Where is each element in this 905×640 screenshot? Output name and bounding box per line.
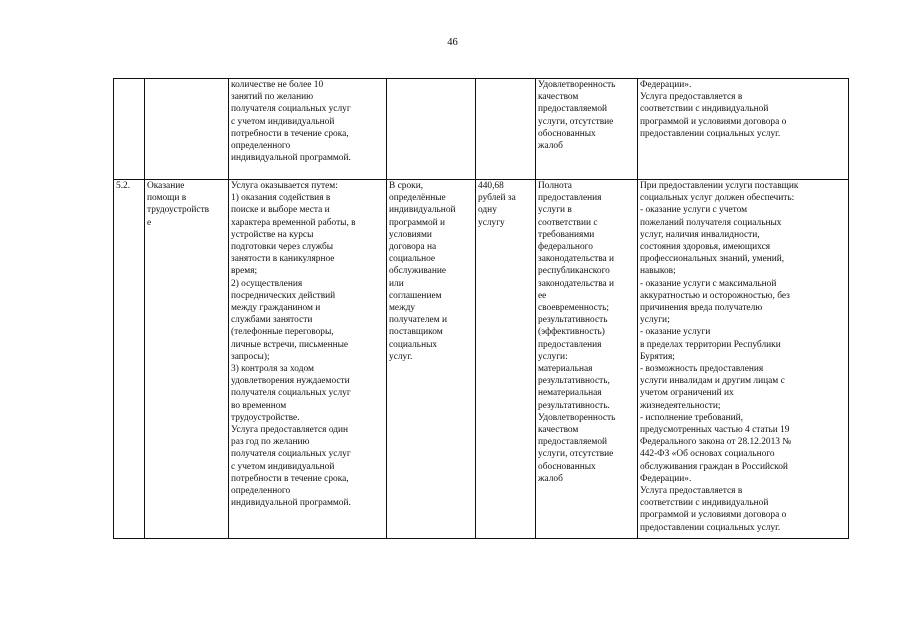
text-line: - оказание услуги <box>640 327 711 338</box>
text-line: Оказание <box>147 181 185 191</box>
text-line: Бурятия; <box>640 351 675 362</box>
text-line: услуг. <box>389 351 413 362</box>
text-line: условиями <box>389 229 432 240</box>
text-line: определённые <box>389 193 446 204</box>
quality-indicators-cell <box>536 180 638 539</box>
service-name-cell <box>145 180 229 539</box>
text-line: между гражданином и <box>231 303 321 314</box>
text-line: услуги инвалидам и другим лицам с <box>640 376 785 387</box>
text-line: в пределах территории Республики <box>640 339 781 350</box>
text-line: с учетом индивидуальной <box>231 116 335 127</box>
text-line: между <box>389 303 416 314</box>
text-line: результативность, <box>538 376 610 387</box>
text-line: (телефонные переговоры, <box>231 327 334 338</box>
text-line: Услуга предоставляется один <box>231 425 349 436</box>
page-number: 46 <box>447 37 458 48</box>
text-line: Федерального закона от 28.12.2013 № <box>640 437 792 448</box>
text-line: услуги: <box>538 351 568 362</box>
text-line: В сроки, <box>389 181 424 191</box>
service-name-cell <box>145 79 229 180</box>
text-line: предоставлении социальных услуг. <box>640 128 781 139</box>
text-line: программой и <box>389 217 446 228</box>
text-line: программой и условиями договора о <box>640 116 787 127</box>
text-line: 440,68 <box>478 181 504 191</box>
text-line: соответствии с <box>538 217 598 228</box>
text-line: требованиями <box>538 229 595 240</box>
text-line: 5.2. <box>116 181 131 191</box>
text-line: обслуживания граждан в Российской <box>640 461 788 472</box>
text-line: соответствии с индивидуальной <box>640 104 769 115</box>
text-line: навыков; <box>640 266 676 277</box>
text-line: личные встречи, письменные <box>231 339 349 350</box>
table-row <box>114 180 849 539</box>
text-line: федерального <box>538 242 593 253</box>
text-line: получателя социальных услуг <box>231 449 351 460</box>
text-line: договора на <box>389 242 437 253</box>
text-line: ее <box>538 290 547 301</box>
text-line: поставщиком <box>389 327 443 338</box>
text-line: 1) оказания содействия в <box>231 193 331 204</box>
quality-indicators-cell <box>536 79 638 180</box>
text-line: время; <box>231 266 258 277</box>
text-line: результативность <box>538 315 608 326</box>
service-terms-cell <box>387 180 476 539</box>
text-line: Услуга предоставляется в <box>640 486 743 497</box>
text-line: программой и условиями договора о <box>640 510 787 521</box>
text-line: материальная <box>538 364 593 375</box>
text-line: 442-ФЗ «Об основах социального <box>640 449 775 460</box>
text-line: раз год по желанию <box>231 437 310 448</box>
text-line: предоставления <box>538 339 602 350</box>
text-line: качеством <box>538 425 579 436</box>
text-line: Федерации». <box>640 80 692 90</box>
text-line: - возможность предоставления <box>640 364 764 375</box>
text-line: запросы); <box>231 351 270 362</box>
text-line: подготовки через службы <box>231 242 334 253</box>
text-line: нематериальная <box>538 388 602 399</box>
text-line: определенного <box>231 141 291 152</box>
text-line: помощи в <box>147 193 187 204</box>
text-line: соответствии с индивидуальной <box>640 498 769 509</box>
text-line: поиске и выборе места и <box>231 205 330 216</box>
text-line: предоставлении социальных услуг. <box>640 522 781 533</box>
text-line: получателя социальных услуг <box>231 104 351 115</box>
text-line: 3) контроля за ходом <box>231 364 314 375</box>
text-line: занятий по желанию <box>231 92 314 103</box>
text-line: своевременность; <box>538 303 609 314</box>
services-table <box>113 78 849 539</box>
text-line: законодательства и <box>538 278 615 289</box>
text-line: характера временной работы, в <box>231 217 356 228</box>
table-row <box>114 79 849 180</box>
text-line: количестве не более 10 <box>231 80 324 90</box>
text-line: определенного <box>231 486 291 497</box>
text-line: получателем и <box>389 315 447 326</box>
service-number-cell <box>114 79 145 180</box>
text-line: посреднических действий <box>231 290 336 301</box>
text-line: устройстве на курсы <box>231 229 314 240</box>
text-line: обоснованных <box>538 128 596 139</box>
text-line: социальное <box>389 254 436 265</box>
text-line: услуг, наличия инвалидности, <box>640 229 760 240</box>
text-line: жизнедеятельности; <box>640 400 721 411</box>
text-line: индивидуальной программой. <box>231 153 351 164</box>
service-terms-cell <box>387 79 476 180</box>
text-line: индивидуальной <box>389 205 456 216</box>
service-conditions-cell <box>638 180 849 539</box>
text-line: - исполнение требований, <box>640 412 743 423</box>
service-conditions-cell <box>638 79 849 180</box>
service-description-cell <box>229 180 387 539</box>
service-price-cell <box>476 180 536 539</box>
text-line: Удовлетворенность <box>538 80 616 90</box>
text-line: рублей за <box>478 193 516 204</box>
text-line: потребности в течение срока, <box>231 128 349 139</box>
text-line: индивидуальной программой. <box>231 498 351 509</box>
text-line: предусмотренных частью 4 статьи 19 <box>640 425 790 436</box>
text-line: аккуратностью и осторожностью, без <box>640 290 790 301</box>
text-line: - оказание услуги с учетом <box>640 205 748 216</box>
text-line: результативность. <box>538 400 610 411</box>
text-line: с учетом индивидуальной <box>231 461 335 472</box>
text-line: службами занятости <box>231 315 313 326</box>
service-description-cell <box>229 79 387 180</box>
text-line: Федерации». <box>640 473 692 484</box>
text-line: Услуга оказывается путем: <box>231 181 338 191</box>
text-line: услуги, отсутствие <box>538 116 614 127</box>
text-line: трудоустройств <box>147 205 210 216</box>
text-line: пожеланий получателя социальных <box>640 217 782 228</box>
text-line: жалоб <box>538 473 563 484</box>
text-line: обоснованных <box>538 461 596 472</box>
text-line: соглашением <box>389 290 442 301</box>
text-line: профессиональных знаний, умений, <box>640 254 785 265</box>
text-line: 2) осуществления <box>231 278 303 289</box>
text-line: законодательства и <box>538 254 615 265</box>
text-line: Удовлетворенность <box>538 412 616 423</box>
text-line: получателя социальных услуг <box>231 388 351 399</box>
text-line: потребности в течение срока, <box>231 473 349 484</box>
text-line: При предоставлении услуги поставщик <box>640 181 799 191</box>
text-line: жалоб <box>538 141 563 152</box>
text-line: социальных услуг должен обеспечить: <box>640 193 795 204</box>
text-line: занятости в каникулярное <box>231 254 335 265</box>
text-line: услуги в <box>538 205 572 216</box>
text-line: предоставляемой <box>538 437 608 448</box>
text-line: е <box>147 217 152 228</box>
text-line: во временном <box>231 400 287 411</box>
text-line: республиканского <box>538 266 610 277</box>
text-line: услуги, отсутствие <box>538 449 614 460</box>
text-line: учетом ограничений их <box>640 388 734 399</box>
service-number-cell <box>114 180 145 539</box>
text-line: причинения вреда получателю <box>640 303 763 314</box>
text-line: социальных <box>389 339 438 350</box>
text-line: или <box>389 278 404 289</box>
text-line: Полнота <box>538 181 572 191</box>
text-line: предоставления <box>538 193 602 204</box>
text-line: (эффективность) <box>538 327 605 338</box>
service-price-cell <box>476 79 536 180</box>
text-line: качеством <box>538 92 579 103</box>
text-line: одну <box>478 205 497 216</box>
text-line: удовлетворения нуждаемости <box>231 376 350 387</box>
text-line: - оказание услуги с максимальной <box>640 278 777 289</box>
text-line: состояния здоровья, имеющихся <box>640 242 771 253</box>
text-line: услугу <box>478 217 505 228</box>
text-line: обслуживание <box>389 266 447 277</box>
text-line: услуги; <box>640 315 670 326</box>
text-line: предоставляемой <box>538 104 608 115</box>
text-line: трудоустройстве. <box>231 412 300 423</box>
text-line: Услуга предоставляется в <box>640 92 743 103</box>
